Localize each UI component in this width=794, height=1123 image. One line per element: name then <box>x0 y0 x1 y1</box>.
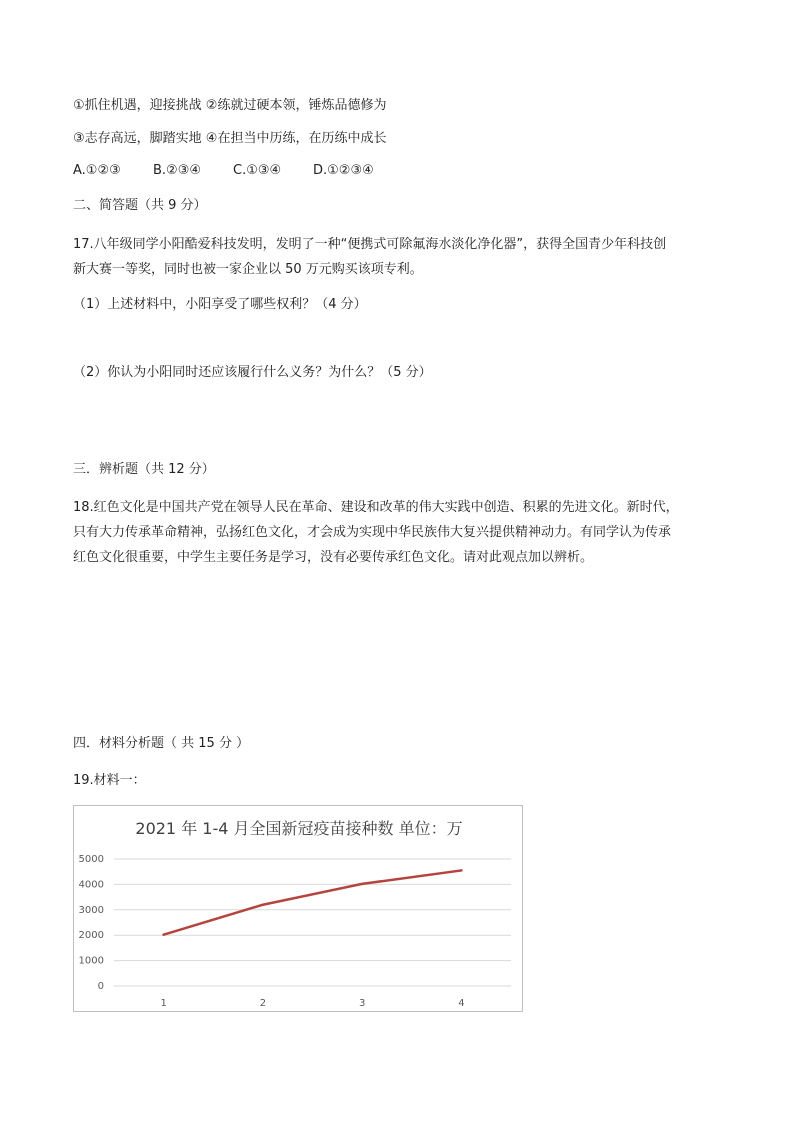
y-tick-label-4000: 4000 <box>78 879 104 891</box>
q18-line-3: 红色文化很重要，中学生主要任务是学习，没有必要传承红色文化。请对此观点加以辨析。 <box>73 550 594 565</box>
choice-d: D.①②③④ <box>313 163 374 178</box>
section-heading-material-analysis: 四．材料分析题（ 共 15 分 ） <box>73 736 250 751</box>
question-19-label: 19.材料一： <box>73 773 146 788</box>
answer-choices <box>73 163 374 179</box>
question-17-part-2: （2）你认为小阳同时还应该履行什么义务？为什么？（5 分） <box>73 365 432 380</box>
q17-line-2: 新大赛一等奖，同时也被一家企业以 50 万元购买该项专利。 <box>73 262 423 277</box>
y-tick-label-3000: 3000 <box>78 904 104 916</box>
choice-a: A.①②③ <box>73 163 121 178</box>
y-tick-label-0: 0 <box>97 981 104 992</box>
data-point-2 <box>262 904 264 906</box>
section-heading-short-answer: 二、简答题（共 9 分） <box>73 198 207 213</box>
section-heading-analysis: 三．辨析题（共 12 分） <box>73 462 215 477</box>
x-tick-label-4: 4 <box>458 998 465 1009</box>
q18-line-2: 只有大力传承革命精神，弘扬红色文化，才会成为实现中华民族伟大复兴提供精神动力。有同学认为传承 <box>73 525 672 540</box>
series-line <box>164 870 462 934</box>
data-point-1 <box>162 933 164 935</box>
question-18-text <box>73 495 733 570</box>
y-tick-label-5000: 5000 <box>78 854 104 865</box>
choice-c: C.①③④ <box>233 163 282 178</box>
y-tick-label-1000: 1000 <box>78 955 104 967</box>
data-point-4 <box>460 869 462 871</box>
question-17-part-1: （1）上述材料中，小阳享受了哪些权利？（4 分） <box>73 297 367 312</box>
option-row-2: ③志存高远，脚踏实地 ④在担当中历练，在历练中成长 <box>73 131 387 146</box>
choice-b: B.②③④ <box>153 163 202 178</box>
q17-line-1: 17.八年级同学小阳酷爱科技发明，发明了一种“便携式可除氟海水淡化净化器”，获得全国青少年科技创 <box>73 237 667 252</box>
option-row-1: ①抓住机遇，迎接挑战 ②练就过硬本领，锤炼品德修为 <box>73 98 387 113</box>
chart-title: 2021 年 1-4 月全国新冠疫苗接种数 单位：万 <box>135 819 463 838</box>
vaccination-line-chart <box>73 805 523 1012</box>
x-tick-label-1: 1 <box>160 998 167 1009</box>
data-point-3 <box>361 883 363 885</box>
y-tick-label-2000: 2000 <box>78 930 104 942</box>
q18-line-1: 18.红色文化是中国共产党在领导人民在革命、建设和改革的伟大实践中创造、积累的先进文化。新时代， <box>73 500 679 515</box>
x-tick-label-3: 3 <box>358 998 366 1009</box>
chart-plot-area <box>74 806 524 1013</box>
question-17-text <box>73 232 733 282</box>
x-tick-label-2: 2 <box>259 998 267 1009</box>
